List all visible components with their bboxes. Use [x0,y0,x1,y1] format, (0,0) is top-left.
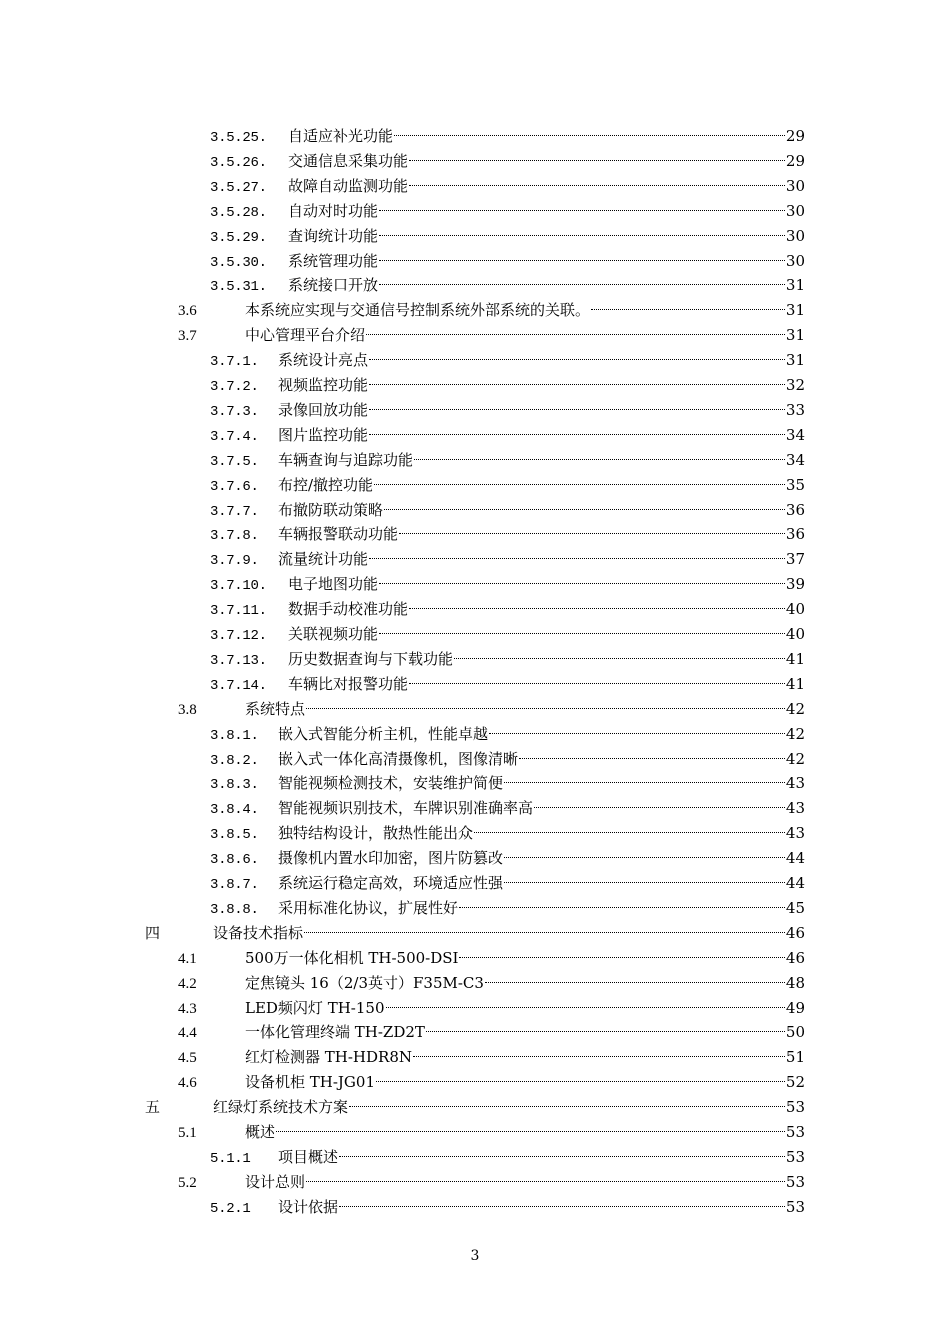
toc-entry-title: 交通信息采集功能 [288,151,409,170]
toc-entry-title: 车辆报警联动功能 [278,525,399,544]
toc-entry-number: 4.2 [178,975,197,992]
toc-entry-title: 布控/撤控功能 [278,475,374,494]
toc-entry-number: 5.2 [178,1174,197,1191]
toc-entry-number: 3.8.1. [210,727,259,744]
toc-entry-page: 46 [785,948,805,967]
toc-dot-leader [384,509,785,510]
toc-entry[interactable] [210,373,805,397]
toc-entry-page: 44 [785,874,805,892]
toc-entry-number: 3.7.13. [210,652,267,669]
toc-entry-page: 39 [785,575,805,594]
toc-entry-number: 3.7.3. [210,403,259,420]
toc-entry-title: 采用标准化协议，扩展性好 [278,898,459,917]
toc-entry-number: 3.7.1. [210,354,259,371]
toc-entry-page: 49 [785,998,805,1017]
toc-entry-title: 自动对时功能 [288,201,379,220]
toc-entry-number: 3.8.4. [210,802,259,819]
toc-entry-title: 红灯检测器 TH-HDR8N [245,1048,412,1067]
toc-dot-leader [409,185,785,186]
toc-entry-page: 40 [785,625,805,643]
toc-entry-title: 视频监控功能 [278,376,369,394]
toc-entry-number: 3.7 [178,328,197,345]
toc-dot-leader [379,633,785,634]
toc-entry-number: 3.6 [178,303,197,320]
toc-entry-title: 系统接口开放 [288,276,379,295]
toc-entry-number: 3.8.3. [210,777,259,794]
toc-entry-title: 本系统应实现与交通信号控制系统外部系统的关联。 [245,301,591,320]
toc-entry-number: 五 [145,1098,161,1117]
toc-dot-leader [519,758,785,759]
toc-entry-page: 36 [785,525,805,544]
toc-entry[interactable] [210,597,805,621]
toc-dot-leader [369,558,785,559]
toc-entry[interactable] [210,149,805,173]
toc-dot-leader [306,1181,785,1182]
toc-entry-page: 31 [785,326,805,345]
toc-entry-title: 嵌入式智能分析主机，性能卓越 [278,724,489,743]
toc-dot-leader [369,384,785,385]
toc-entry-page: 53 [785,1197,805,1216]
toc-entry-number: 3.8 [178,701,197,718]
toc-dot-leader [459,957,784,958]
toc-entry-number: 3.5.29. [210,229,267,246]
toc-dot-leader [349,1106,785,1107]
toc-entry-number: 3.7.6. [210,478,259,495]
toc-dot-leader [366,334,785,335]
toc-dot-leader [374,484,785,485]
toc-dot-leader [379,284,785,285]
toc-entry-page: 33 [785,400,805,419]
toc-entry-number: 5.1 [178,1125,197,1141]
toc-entry[interactable] [210,871,805,895]
toc-entry-title: 电子地图功能 [288,575,379,594]
toc-entry[interactable] [178,1120,805,1144]
toc-entry-title: 概述 [245,1123,276,1141]
toc-entry-page: 42 [785,724,805,743]
toc-dot-leader [426,1031,785,1032]
toc-entry-title: 车辆查询与追踪功能 [278,450,414,469]
toc-entry[interactable] [178,1070,805,1094]
toc-entry-title: 设计依据 [278,1197,339,1216]
toc-entry-title: LED频闪灯 TH-150 [245,998,385,1017]
toc-entry-number: 3.5.30. [210,254,267,271]
toc-dot-leader [413,1056,785,1057]
toc-entry[interactable] [210,498,805,522]
toc-dot-leader [379,210,785,211]
toc-entry-title: 一体化管理终端 TH-ZD2T [245,1023,425,1042]
toc-entry-number: 4.5 [178,1050,197,1067]
toc-entry-page: 30 [785,176,805,195]
toc-entry-number: 3.7.14. [210,677,267,694]
toc-entry-page: 29 [785,127,805,145]
toc-entry-page: 48 [785,973,805,992]
toc-dot-leader [474,832,785,833]
toc-entry-page: 52 [785,1073,805,1092]
toc-entry-number: 4.4 [178,1025,197,1042]
toc-entry-title: 查询统计功能 [288,226,379,245]
toc-entry-number: 3.5.26. [210,154,267,171]
toc-entry-title: 摄像机内置水印加密，图片防篡改 [278,849,504,868]
toc-entry-page: 30 [785,226,805,245]
toc-entry-page: 41 [785,649,805,668]
toc-entry-page: 43 [785,824,805,843]
toc-entry[interactable] [178,971,805,995]
toc-entry-page: 44 [785,849,805,868]
toc-entry[interactable] [145,1095,805,1119]
toc-entry-number: 3.8.8. [210,901,259,918]
toc-entry-page: 45 [785,898,805,917]
toc-entry-page: 50 [785,1023,805,1042]
toc-entry-page: 40 [785,600,805,619]
toc-dot-leader [399,533,785,534]
toc-entry[interactable] [210,821,805,845]
toc-entry-page: 46 [785,923,805,942]
toc-dot-leader [534,807,785,808]
toc-entry-number: 3.7.12. [210,628,267,644]
page-number: 3 [470,1248,480,1264]
toc-entry-number: 4.3 [178,1000,197,1017]
toc-entry-number: 3.7.11. [210,603,267,620]
toc-dot-leader [339,1206,785,1207]
toc-entry[interactable] [210,572,805,596]
toc-dot-leader [504,782,785,783]
toc-entry[interactable] [210,398,805,422]
toc-entry[interactable] [178,946,805,970]
toc-dot-leader [504,882,785,883]
toc-entry-title: 数据手动校准功能 [288,600,409,619]
toc-dot-leader [369,359,785,360]
toc-dot-leader [485,982,785,983]
toc-entry[interactable] [210,622,805,646]
toc-entry-number: 3.7.7. [210,503,259,520]
toc-entry-page: 35 [785,475,805,494]
toc-entry-number: 3.8.5. [210,827,259,844]
toc-entry[interactable] [210,796,805,820]
toc-dot-leader [394,135,785,136]
toc-entry[interactable] [210,1145,805,1169]
toc-entry[interactable] [210,273,805,297]
toc-entry-title: 设计总则 [245,1172,306,1191]
toc-entry-title: 图片监控功能 [278,425,369,444]
toc-dot-leader [369,409,785,410]
toc-entry-page: 43 [785,774,805,793]
toc-dot-leader [591,309,785,310]
toc-entry-title: 关联视频功能 [288,625,379,643]
toc-entry-page: 43 [785,799,805,818]
toc-dot-leader [379,260,785,261]
toc-entry[interactable] [145,921,805,945]
toc-entry-number: 3.7.8. [210,528,259,545]
toc-entry-number: 5.1.1 [210,1150,251,1167]
toc-entry-title: 红绿灯系统技术方案 [213,1098,349,1117]
toc-entry[interactable] [210,722,805,746]
toc-entry-number: 3.5.28. [210,204,267,221]
toc-dot-leader [379,235,785,236]
toc-entry-title: 中心管理平台介绍 [245,326,366,345]
toc-entry-page: 30 [785,201,805,220]
toc-entry-page: 37 [785,550,805,569]
toc-entry-page: 32 [785,376,805,394]
toc-entry-title: 设备技术指标 [213,923,304,942]
toc-entry[interactable] [210,771,805,795]
toc-entry-number: 3.7.10. [210,578,267,595]
toc-entry-page: 53 [785,1123,805,1141]
toc-entry-number: 四 [145,923,161,942]
toc-dot-leader [306,708,785,709]
toc-entry-number: 4.6 [178,1075,197,1092]
toc-entry-title: 故障自动监测功能 [288,176,409,195]
toc-dot-leader [386,1007,785,1008]
toc-dot-leader [304,932,785,933]
toc-entry[interactable] [178,1170,805,1194]
toc-entry[interactable] [210,647,805,671]
toc-entry-title: 独特结构设计，散热性能出众 [278,824,474,843]
toc-dot-leader [459,907,785,908]
toc-entry-page: 53 [785,1147,805,1166]
toc-entry-page: 51 [785,1048,805,1067]
toc-entry-title: 录像回放功能 [278,400,369,419]
toc-entry-page: 42 [785,749,805,768]
toc-entry[interactable] [210,1195,805,1219]
toc-entry[interactable] [178,996,805,1020]
toc-entry[interactable] [210,224,805,248]
toc-entry-page: 53 [785,1098,805,1117]
toc-entry-page: 29 [785,151,805,170]
toc-entry-page: 36 [785,500,805,519]
toc-entry-page: 34 [785,450,805,469]
toc-dot-leader [454,658,785,659]
toc-entry-number: 3.5.31. [210,279,267,296]
toc-entry[interactable] [210,249,805,273]
toc-dot-leader [276,1131,785,1132]
toc-entry-number: 5.2.1 [210,1200,251,1217]
toc-entry[interactable] [210,174,805,198]
toc-dot-leader [369,434,785,435]
toc-dot-leader [409,160,785,161]
toc-dot-leader [409,683,785,684]
toc-entry-number: 3.5.27. [210,179,267,196]
toc-entry-page: 30 [785,251,805,270]
toc-dot-leader [376,1081,785,1082]
toc-dot-leader [414,459,785,460]
toc-entry-page: 31 [785,351,805,370]
toc-entry[interactable] [210,522,805,546]
toc-entry-title: 流量统计功能 [278,550,369,569]
toc-entry[interactable] [178,298,805,322]
toc-entry-title: 嵌入式一体化高清摄像机，图像清晰 [278,749,519,768]
toc-dot-leader [504,857,785,858]
toc-entry-title: 智能视频识别技术，车牌识别准确率高 [278,799,534,818]
toc-entry-page: 31 [785,276,805,295]
toc-entry[interactable] [210,896,805,920]
toc-dot-leader [379,583,785,584]
toc-entry-number: 3.7.9. [210,553,259,570]
toc-entry-number: 3.8.2. [210,752,259,769]
toc-entry-title: 智能视频检测技术，安装维护简便 [278,774,504,793]
toc-entry-title: 定焦镜头 16（2/3英寸）F35M-C3 [245,973,484,992]
toc-entry-page: 31 [785,301,805,320]
toc-entry-page: 53 [785,1172,805,1191]
toc-dot-leader [489,733,785,734]
toc-entry-number: 3.7.2. [210,379,259,395]
toc-entry-title: 系统运行稳定高效，环境适应性强 [278,874,504,892]
toc-entry-title: 系统特点 [245,699,306,718]
toc-entry[interactable] [210,423,805,447]
toc-entry-title: 系统管理功能 [288,251,379,270]
toc-entry[interactable] [210,448,805,472]
toc-entry[interactable] [210,124,805,148]
toc-entry[interactable] [210,846,805,870]
toc-entry-number: 3.8.6. [210,852,259,869]
toc-entry[interactable] [210,348,805,372]
toc-entry-page: 34 [785,425,805,444]
toc-entry[interactable] [178,1020,805,1044]
toc-entry[interactable] [210,547,805,571]
toc-entry-number: 3.7.4. [210,428,259,445]
toc-entry-title: 系统设计亮点 [278,351,369,370]
toc-entry-page: 41 [785,674,805,693]
toc-entry[interactable] [178,323,805,347]
toc-entry[interactable] [210,199,805,223]
toc-entry-number: 3.5.25. [210,130,267,146]
toc-entry[interactable] [210,747,805,771]
toc-dot-leader [339,1156,785,1157]
toc-entry-title: 设备机柜 TH-JG01 [245,1073,376,1092]
toc-entry-page: 42 [785,699,805,718]
toc-entry-title: 自适应补光功能 [288,127,394,145]
toc-entry-title: 布撤防联动策略 [278,500,384,519]
toc-entry-number: 3.8.7. [210,877,259,893]
toc-entry[interactable] [178,697,805,721]
toc-entry-title: 500万一体化相机 TH-500-DSI [245,948,459,967]
toc-entry[interactable] [178,1045,805,1069]
toc-entry-number: 4.1 [178,950,197,967]
toc-dot-leader [409,608,785,609]
toc-entry[interactable] [210,473,805,497]
toc-entry-title: 项目概述 [278,1147,339,1166]
toc-entry-number: 3.7.5. [210,453,259,470]
toc-entry-title: 车辆比对报警功能 [288,674,409,693]
toc-entry[interactable] [210,672,805,696]
toc-entry-title: 历史数据查询与下载功能 [288,649,454,668]
